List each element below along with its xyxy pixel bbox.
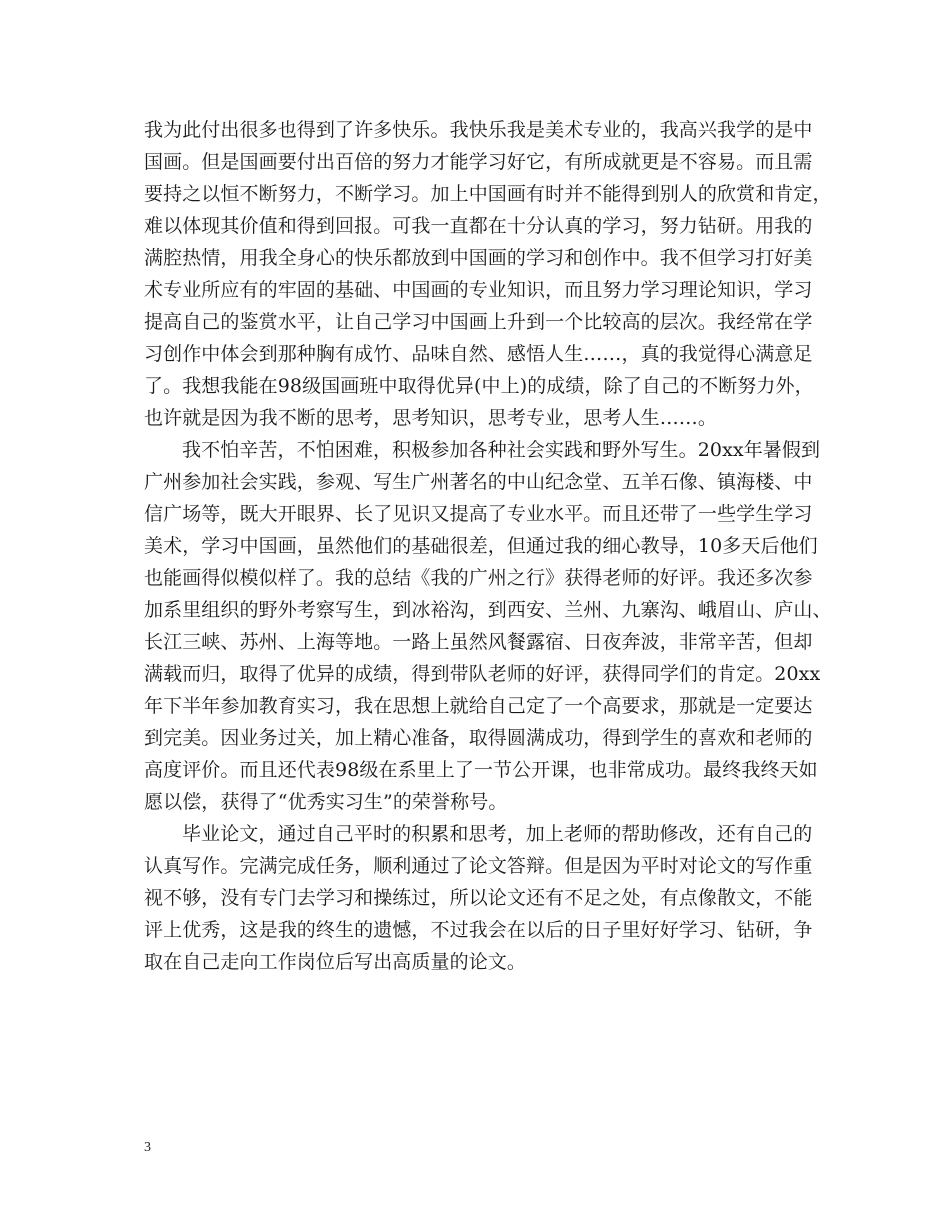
- text-line: 高度评价。而且还代表98级在系里上了一节公开课，也非常成功。最终我终天如: [144, 759, 818, 781]
- text-line: 我为此付出很多也得到了许多快乐。我快乐我是美术专业的，我高兴我学的是中: [144, 119, 813, 141]
- text-line: 也许就是因为我不断的思考，思考知识，思考专业，思考人生……。: [144, 407, 718, 429]
- text-line: 也能画得似模似样了。我的总结《我的广州之行》获得老师的好评。我还多次参: [144, 567, 813, 589]
- paragraph-start-line: 我不怕辛苦，不怕困难，积极参加各种社会实践和野外写生。20xx年暑假到: [182, 439, 821, 461]
- text-line: 认真写作。完满完成任务，顺利通过了论文答辩。但是因为平时对论文的写作重: [144, 855, 813, 877]
- text-line: 愿以偿，获得了“优秀实习生”的荣誉称号。: [144, 791, 508, 813]
- text-line: 年下半年参加教育实习，我在思想上就给自己定了一个高要求，那就是一定要达: [144, 695, 813, 717]
- text-line: 取在自己走向工作岗位后写出高质量的论文。: [144, 951, 527, 973]
- text-line: 加系里组织的野外考察写生，到冰裕沟，到西安、兰州、九寨沟、峨眉山、庐山、: [144, 599, 832, 621]
- text-line: 国画。但是国画要付出百倍的努力才能学习好它，有所成就更是不容易。而且需: [144, 151, 813, 173]
- text-line: 难以体现其价值和得到回报。可我一直都在十分认真的学习，努力钻研。用我的: [144, 215, 813, 237]
- page-number: 3: [144, 1140, 151, 1155]
- text-line: 美术，学习中国画，虽然他们的基础很差，但通过我的细心教导，10多天后他们: [144, 535, 818, 557]
- text-line: 提高自己的鉴赏水平，让自己学习中国画上升到一个比较高的层次。我经常在学: [144, 311, 813, 333]
- text-line: 了。我想我能在98级国画班中取得优异(中上)的成绩，除了自己的不断努力外，: [144, 375, 814, 397]
- body-text: [144, 114, 832, 978]
- text-line: 信广场等，既大开眼界、长了见识又提高了专业水平。而且还带了一些学生学习: [144, 503, 813, 525]
- text-line: 视不够，没有专门去学习和操练过，所以论文还有不足之处，有点像散文，不能: [144, 887, 813, 909]
- text-line: 习创作中体会到那种胸有成竹、品味自然、感悟人生……，真的我觉得心满意足: [144, 343, 813, 365]
- text-line: 广州参加社会实践，参观、写生广州著名的中山纪念堂、五羊石像、镇海楼、中: [144, 471, 813, 493]
- text-line: 满腔热情，用我全身心的快乐都放到中国画的学习和创作中。我不但学习打好美: [144, 247, 813, 269]
- text-line: 满载而归，取得了优异的成绩，得到带队老师的好评，获得同学们的肯定。20xx: [144, 663, 821, 685]
- text-line: 要持之以恒不断努力，不断学习。加上中国画有时并不能得到别人的欣赏和肯定，: [144, 183, 832, 205]
- text-line: 术专业所应有的牢固的基础、中国画的专业知识，而且努力学习理论知识，学习: [144, 279, 813, 301]
- paragraph-start-line: 毕业论文，通过自己平时的积累和思考，加上老师的帮助修改，还有自己的: [182, 823, 813, 845]
- text-line: 评上优秀，这是我的终生的遗憾，不过我会在以后的日子里好好学习、钻研，争: [144, 919, 813, 941]
- text-line: 长江三峡、苏州、上海等地。一路上虽然风餐露宿、日夜奔波，非常辛苦，但却: [144, 631, 813, 653]
- text-line: 到完美。因业务过关，加上精心准备，取得圆满成功，得到学生的喜欢和老师的: [144, 727, 813, 749]
